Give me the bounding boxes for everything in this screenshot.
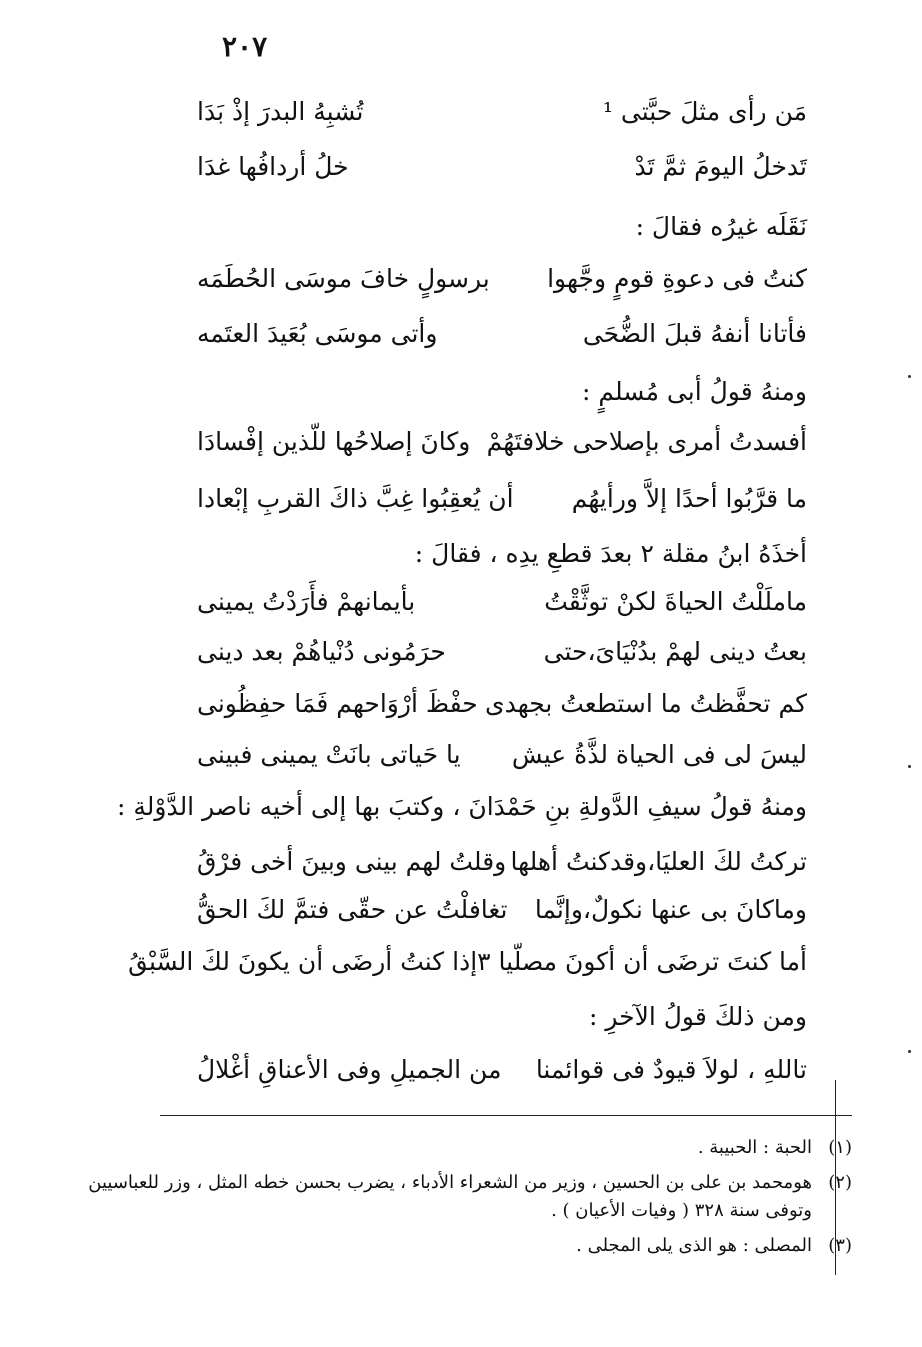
footnote-number: (٣): [828, 1235, 852, 1256]
prose-line: نَقَلَه غيرُه فقالَ :: [635, 212, 807, 241]
verse-second-hemistich: خلُ أردافُها غدَا: [197, 152, 349, 181]
footnote: [152, 1233, 852, 1259]
footnote-number: (٢): [828, 1172, 852, 1193]
verse-first-hemistich: تاللهِ ، لولاَ قيودٌ فى قوائمنا: [535, 1055, 807, 1084]
prose-line: أخذَهُ ابنُ مقلة ٢ بعدَ قطعِ يدِه ، فقالَ :: [414, 539, 807, 568]
verse-first-hemistich: مَن رأى مثلَ حبَّتى ¹: [602, 97, 807, 126]
verse-first-hemistich: كم تحفَّظتُ ما استطعتُ بجهدى: [485, 689, 807, 718]
verse-line: [197, 888, 807, 932]
verse-line: [197, 90, 807, 134]
prose-line: ومنهُ قولُ أبى مُسلمٍ :: [582, 377, 807, 406]
footnote: [152, 1135, 852, 1161]
verse-second-hemistich: إذا كنتُ أرضَى أن يكونَ لكَ السَّبْقُ: [128, 947, 478, 976]
verse-first-hemistich: تركتُ لكَ العليَا،وقدكنتُ أهلها: [510, 847, 807, 876]
verse-second-hemistich: وأتى موسَى بُعَيدَ العتَمه: [197, 319, 438, 348]
verse-first-hemistich: تَدخلُ اليومَ ثمَّ تَدْ: [634, 152, 807, 181]
verse-line: [197, 630, 807, 674]
footnote: [152, 1198, 852, 1224]
prose-line: ومن ذلكَ قولُ الآخرِ :: [588, 1002, 807, 1031]
footnote: [88, 1170, 852, 1196]
verse-first-hemistich: أما كنتَ ترضَى أن أكونَ مصلّيا ٣: [477, 947, 807, 976]
verse-first-hemistich: فأتانا أنفهُ قبلَ الضُّحَى: [582, 319, 807, 348]
verse-line: [128, 940, 807, 984]
verse-line: [197, 1048, 807, 1092]
page-number: ٢٠٧: [222, 30, 268, 63]
verse-line: [197, 580, 807, 624]
footnote-number: (١): [828, 1137, 852, 1158]
verse-first-hemistich: وماكانَ بى عنها نكولٌ،وإنَّما: [534, 895, 807, 924]
verse-second-hemistich: يا حَياتى بانَتْ يمينى فبينى: [197, 740, 461, 769]
verse-first-hemistich: أفسدتُ أمرى بإصلاحى خلافتَهُمْ: [486, 427, 807, 456]
verse-line: [197, 257, 807, 301]
verse-line: [197, 477, 807, 521]
verse-line: [197, 682, 807, 726]
verse-line: [197, 733, 807, 777]
footnote-text: المصلى : هو الذى يلى المجلى .: [576, 1235, 812, 1256]
verse-second-hemistich: أن يُعقِبُوا غِبَّ ذاكَ القربِ إبْعادا: [197, 484, 514, 513]
footnote-divider: [160, 1115, 852, 1116]
verse-first-hemistich: ما قرَّبُوا أحدًا إلاَّ ورأيهُم: [571, 484, 807, 513]
prose-line: ومنهُ قولُ سيفِ الدَّولةِ بنِ حَمْدَانَ ، وكتبَ بها إلى أخيه ناصر الدَّوْلةِ :: [116, 792, 807, 821]
verse-first-hemistich: ماملَلْتُ الحياةَ لكنْ توثَّقْتُ: [544, 587, 807, 616]
footnote-text: الحبة : الحبيبة .: [697, 1137, 812, 1158]
verse-line: [197, 840, 807, 884]
verse-second-hemistich: من الجميلِ وفى الأعناقِ أغْلالُ: [197, 1055, 502, 1084]
verse-second-hemistich: تُشبِهُ البدرَ إذْ بَدَا: [197, 97, 364, 126]
verse-second-hemistich: حرَمُونى دُنْياهُمْ بعد دينى: [197, 637, 446, 666]
verse-first-hemistich: ليسَ لى فى الحياة لذَّةُ عيش: [511, 740, 807, 769]
footnote-text: هومحمد بن على بن الحسين ، وزير من الشعراء الأدباء ، يضرب بحسن خطه المثل ، وزر للعباسيين: [88, 1172, 812, 1193]
verse-line: [197, 145, 807, 189]
verse-line: [197, 312, 807, 356]
verse-second-hemistich: بأيمانهمْ فأَرَدْتُ يمينى: [197, 587, 416, 616]
verse-second-hemistich: وكانَ إصلاحُها للّذين إفْسادَا: [197, 427, 471, 456]
margin-dot: [908, 375, 911, 378]
verse-line: [197, 420, 807, 464]
margin-dot: [908, 765, 911, 768]
margin-dot: [908, 1050, 911, 1053]
verse-second-hemistich: حفْظَ أرْوَاحهم فَمَا حفِظُونى: [197, 689, 478, 718]
verse-second-hemistich: تغافلْتُ عن حقّى فتمَّ لكَ الحقُّ: [197, 895, 508, 924]
verse-second-hemistich: برسولٍ خافَ موسَى الحُطَمَه: [197, 264, 490, 293]
footnote-text: وتوفى سنة ٣٢٨ ( وفيات الأعيان ) .: [551, 1200, 812, 1221]
verse-second-hemistich: وقلتُ لهم بينى وبينَ أخى فرْقُ: [197, 847, 507, 876]
verse-first-hemistich: بعتُ دينى لهمْ بدُنْيَاىَ،حتى: [543, 637, 807, 666]
verse-first-hemistich: كنتُ فى دعوةِ قومٍ وجَّهوا: [547, 264, 807, 293]
